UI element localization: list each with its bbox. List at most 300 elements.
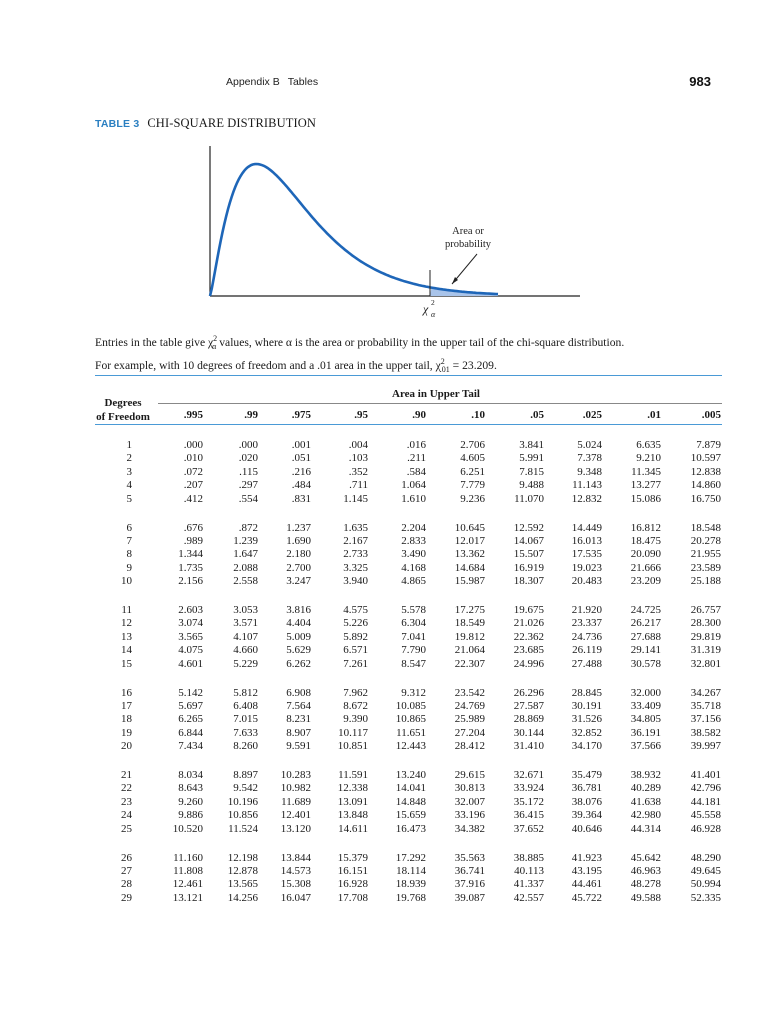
chi-square-value-cell: 21.026 [513, 617, 544, 630]
chi-square-value-cell: 4.660 [233, 644, 258, 657]
chi-square-value-cell: 15.507 [513, 548, 544, 561]
chi-square-value-cell: 32.671 [513, 769, 544, 781]
chi-square-value-cell: 8.034 [178, 769, 203, 781]
chi-square-value-cell: 3.247 [286, 575, 311, 588]
chi-square-value-cell: 4.865 [401, 575, 426, 588]
alpha-header: .05 [530, 409, 544, 421]
degrees-of-freedom-cell: 28 [121, 878, 132, 891]
chi-square-value-cell: 36.415 [513, 809, 544, 822]
chi-square-value-cell: 28.300 [690, 617, 721, 630]
table-row [0, 727, 768, 740]
critical-value-sub: α [431, 310, 436, 319]
chi-square-value-cell: 16.928 [337, 878, 368, 891]
chi-square-value-cell: .352 [348, 465, 368, 478]
chi-square-value-cell: 2.733 [343, 548, 368, 561]
degrees-of-freedom-cell: 5 [126, 492, 132, 505]
intro-line-2-a: For example, with 10 degrees of freedom and a .01 area in the upper tail, χ [95, 358, 441, 372]
chi-square-value-cell: 41.923 [571, 851, 602, 864]
table-row [0, 658, 768, 671]
chi-square-value-cell: 32.801 [690, 657, 721, 670]
chi-square-value-cell: 16.047 [280, 891, 311, 904]
chi-square-value-cell: 40.289 [630, 782, 661, 795]
chi-square-value-cell: 20.278 [690, 534, 721, 547]
chi-square-value-cell: 2.603 [178, 604, 203, 616]
chi-square-value-cell: 30.191 [571, 699, 602, 712]
chi-square-value-cell: 10.085 [395, 699, 426, 712]
chi-square-value-cell: .211 [407, 452, 426, 465]
chi-square-value-cell: 1.635 [343, 521, 368, 534]
chi-square-value-cell: .297 [238, 479, 258, 492]
chi-square-value-cell: 14.860 [690, 479, 721, 492]
chi-square-value-cell: 21.920 [571, 604, 602, 616]
chi-square-value-cell: 15.379 [337, 851, 368, 864]
chi-square-value-cell: 11.651 [396, 726, 426, 739]
table-row [0, 769, 768, 782]
degrees-of-freedom-cell: 11 [121, 604, 132, 616]
chi-square-value-cell: 34.170 [571, 740, 602, 753]
chi-square-value-cell: 11.689 [281, 795, 311, 808]
chi-square-value-cell: 4.107 [233, 630, 258, 643]
chi-square-value-cell: 42.980 [630, 809, 661, 822]
chi-square-value-cell: 12.443 [395, 740, 426, 753]
chi-square-value-cell: 6.408 [233, 699, 258, 712]
chi-square-value-cell: 8.260 [233, 740, 258, 753]
chi-square-value-cell: 5.229 [233, 657, 258, 670]
chi-square-value-cell: 9.390 [343, 713, 368, 726]
chi-square-value-cell: 42.796 [690, 782, 721, 795]
chi-square-value-cell: 10.865 [395, 713, 426, 726]
chi-square-value-cell: 1.647 [233, 548, 258, 561]
chi-square-value-cell: 44.461 [571, 878, 602, 891]
chi-square-value-cell: 4.605 [460, 452, 485, 465]
table-label: TABLE 3 [95, 118, 140, 130]
table-row [0, 631, 768, 644]
chi-square-value-cell: 10.117 [338, 726, 368, 739]
dof-header-line1: Degrees [104, 397, 142, 409]
degrees-of-freedom-cell: 29 [121, 891, 132, 904]
chi-square-value-cell: 28.845 [571, 686, 602, 699]
chi-square-value-cell: 49.645 [690, 864, 721, 877]
chi-square-value-cell: 33.924 [513, 782, 544, 795]
chi-square-value-cell: 33.409 [630, 699, 661, 712]
page-number: 983 [689, 74, 711, 89]
chi-square-value-cell: 45.722 [571, 891, 602, 904]
chi-square-value-cell: 14.611 [338, 822, 368, 835]
chi-square-value-cell: 3.325 [343, 561, 368, 574]
chi-square-value-cell: 30.578 [630, 657, 661, 670]
table-row [0, 617, 768, 630]
chi-square-value-cell: 12.838 [690, 465, 721, 478]
chi-square-value-cell: 4.168 [401, 561, 426, 574]
chi-square-value-cell: .000 [238, 439, 258, 451]
alpha-header: .10 [471, 409, 485, 421]
chi-square-value-cell: 6.908 [286, 686, 311, 699]
chi-square-value-cell: 23.542 [454, 686, 485, 699]
chi-square-value-cell: 16.013 [571, 534, 602, 547]
chi-square-value-cell: 30.144 [513, 726, 544, 739]
chi-square-value-cell: 44.314 [630, 822, 661, 835]
chi-square-value-cell: 7.261 [343, 657, 368, 670]
degrees-of-freedom-cell: 3 [126, 465, 132, 478]
chi-square-value-cell: 5.024 [577, 439, 602, 451]
table-row [0, 687, 768, 700]
chi-square-value-cell: 6.251 [460, 465, 485, 478]
degrees-of-freedom-cell: 23 [121, 795, 132, 808]
intro-sup-2: 2 [213, 334, 218, 343]
chi-square-value-cell: 35.563 [454, 851, 485, 864]
chi-square-value-cell: 35.172 [513, 795, 544, 808]
chi-square-value-cell: 45.642 [630, 851, 661, 864]
table-row [0, 575, 768, 588]
chi-square-value-cell: 36.781 [571, 782, 602, 795]
chi-square-value-cell: 13.844 [280, 851, 311, 864]
chi-square-value-cell: .016 [406, 439, 426, 451]
chi-square-value-cell: 8.643 [178, 782, 203, 795]
chi-square-value-cell: 32.852 [571, 726, 602, 739]
chi-square-value-cell: .103 [348, 452, 368, 465]
degrees-of-freedom-cell: 24 [121, 809, 132, 822]
chi-square-value-cell: 6.571 [343, 644, 368, 657]
degrees-of-freedom-cell: 26 [121, 851, 132, 864]
chi-square-value-cell: 28.412 [454, 740, 485, 753]
chi-square-value-cell: 1.145 [343, 492, 368, 505]
chi-square-value-cell: 9.236 [460, 492, 485, 505]
chi-square-value-cell: 25.989 [454, 713, 485, 726]
chi-square-value-cell: 9.488 [519, 479, 544, 492]
chi-square-value-cell: 1.064 [401, 479, 426, 492]
table-row [0, 562, 768, 575]
table-row [0, 466, 768, 479]
chi-square-figure [190, 138, 590, 333]
chi-square-value-cell: .001 [291, 439, 311, 451]
chi-square-value-cell: 24.996 [513, 657, 544, 670]
chi-square-value-cell: 6.635 [636, 439, 661, 451]
area-in-upper-tail-header: Area in Upper Tail [392, 388, 480, 400]
chi-square-value-cell: 7.378 [577, 452, 602, 465]
chi-square-value-cell: 4.075 [178, 644, 203, 657]
chi-square-value-cell: 7.015 [233, 713, 258, 726]
chi-square-value-cell: 41.337 [513, 878, 544, 891]
degrees-of-freedom-cell: 21 [121, 769, 132, 781]
chi-square-value-cell: 18.475 [630, 534, 661, 547]
chi-square-value-cell: 26.217 [630, 617, 661, 630]
chi-square-value-cell: 37.652 [513, 822, 544, 835]
degrees-of-freedom-cell: 9 [126, 561, 132, 574]
chi-square-value-cell: .872 [238, 521, 258, 534]
header-bottom-rule [95, 424, 722, 425]
chi-square-value-cell: 14.041 [395, 782, 426, 795]
chi-square-value-cell: 5.892 [343, 630, 368, 643]
table-row [0, 740, 768, 753]
chi-square-value-cell: 13.848 [337, 809, 368, 822]
chi-square-value-cell: 46.928 [690, 822, 721, 835]
chi-square-value-cell: 29.141 [630, 644, 661, 657]
chi-square-value-cell: 41.401 [690, 769, 721, 781]
degrees-of-freedom-cell: 7 [126, 534, 132, 547]
chi-square-value-cell: 9.886 [178, 809, 203, 822]
chi-square-value-cell: 13.091 [337, 795, 368, 808]
chi-square-value-cell: 10.520 [172, 822, 203, 835]
chi-square-value-cell: 38.885 [513, 851, 544, 864]
chi-square-diagram [190, 138, 590, 328]
chi-square-value-cell: 11.070 [514, 492, 544, 505]
chi-square-value-cell: 35.479 [571, 769, 602, 781]
chi-square-value-cell: 16.812 [630, 521, 661, 534]
chi-square-value-cell: 8.231 [286, 713, 311, 726]
chi-square-value-cell: 1.237 [286, 521, 311, 534]
chi-square-value-cell: .207 [183, 479, 203, 492]
chi-square-value-cell: .020 [238, 452, 258, 465]
degrees-of-freedom-cell: 16 [121, 686, 132, 699]
intro-sup-2b: 2 [440, 356, 445, 366]
chi-square-value-cell: 10.982 [280, 782, 311, 795]
chi-square-value-cell: 21.064 [454, 644, 485, 657]
dof-header-line2: of Freedom [96, 411, 150, 423]
chi-square-value-cell: 34.805 [630, 713, 661, 726]
table-row [0, 700, 768, 713]
chi-square-value-cell: .051 [291, 452, 311, 465]
chi-square-value-cell: 24.725 [630, 604, 661, 616]
chi-square-value-cell: 1.610 [401, 492, 426, 505]
chi-square-value-cell: 27.204 [454, 726, 485, 739]
chi-square-value-cell: 12.592 [513, 521, 544, 534]
chi-square-value-cell: 28.869 [513, 713, 544, 726]
chi-square-value-cell: 12.878 [227, 864, 258, 877]
chi-square-value-cell: 9.312 [401, 686, 426, 699]
upper-tail-rule [158, 403, 722, 404]
degrees-of-freedom-cell: 12 [121, 617, 132, 630]
chi-square-value-cell: 29.819 [690, 630, 721, 643]
chi-square-value-cell: 12.461 [172, 878, 203, 891]
chi-square-value-cell: 39.364 [571, 809, 602, 822]
running-head [226, 76, 318, 88]
chi-square-value-cell: 3.841 [519, 439, 544, 451]
chi-square-value-cell: 37.566 [630, 740, 661, 753]
chi-square-value-cell: 23.337 [571, 617, 602, 630]
degrees-of-freedom-cell: 13 [121, 630, 132, 643]
chi-square-value-cell: 3.565 [178, 630, 203, 643]
chi-square-value-cell: 17.292 [395, 851, 426, 864]
chi-square-value-cell: .484 [291, 479, 311, 492]
chi-square-value-cell: 5.009 [286, 630, 311, 643]
chi-square-value-cell: 7.779 [460, 479, 485, 492]
chi-square-value-cell: 5.226 [343, 617, 368, 630]
chi-square-value-cell: 34.267 [690, 686, 721, 699]
chi-square-value-cell: 27.587 [513, 699, 544, 712]
chi-square-value-cell: 15.659 [395, 809, 426, 822]
chi-square-value-cell: 12.017 [454, 534, 485, 547]
chi-square-value-cell: 1.239 [233, 534, 258, 547]
chi-square-value-cell: 2.167 [343, 534, 368, 547]
chi-square-value-cell: 13.277 [630, 479, 661, 492]
degrees-of-freedom-cell: 1 [126, 439, 132, 451]
chi-square-value-cell: 7.633 [233, 726, 258, 739]
alpha-header: .005 [701, 409, 721, 421]
table-row [0, 452, 768, 465]
chi-square-value-cell: 32.007 [454, 795, 485, 808]
chi-square-value-cell: 49.588 [630, 891, 661, 904]
chi-square-value-cell: .989 [183, 534, 203, 547]
chi-square-value-cell: 7.790 [401, 644, 426, 657]
chi-square-value-cell: 33.196 [454, 809, 485, 822]
chi-square-value-cell: 12.832 [571, 492, 602, 505]
chi-square-value-cell: 3.571 [233, 617, 258, 630]
intro-line-1-b: values, where α is the area or probability in the upper tail of the chi-square distribution. [216, 335, 625, 349]
table-row [0, 782, 768, 795]
degrees-of-freedom-cell: 25 [121, 822, 132, 835]
running-head-section: Appendix B [226, 76, 280, 88]
degrees-of-freedom-cell: 22 [121, 782, 132, 795]
chi-square-value-cell: 8.547 [401, 657, 426, 670]
chi-square-value-cell: 23.685 [513, 644, 544, 657]
chi-square-value-cell: 6.844 [178, 726, 203, 739]
running-head-title: Tables [287, 76, 319, 88]
chi-square-value-cell: .711 [349, 479, 368, 492]
chi-square-value-cell: 11.160 [173, 851, 203, 864]
table-row [0, 865, 768, 878]
chi-square-value-cell: 13.565 [227, 878, 258, 891]
chi-square-value-cell: 36.741 [454, 864, 485, 877]
degrees-of-freedom-cell: 17 [121, 699, 132, 712]
table-row [0, 479, 768, 492]
chi-square-value-cell: 9.591 [286, 740, 311, 753]
degrees-of-freedom-cell: 20 [121, 740, 132, 753]
chi-square-value-cell: 13.121 [172, 891, 203, 904]
table-row [0, 548, 768, 561]
degrees-of-freedom-cell: 4 [126, 479, 132, 492]
chi-square-value-cell: 9.210 [636, 452, 661, 465]
alpha-header: .975 [291, 409, 311, 421]
intro-line-1 [95, 332, 725, 355]
chi-square-value-cell: .000 [183, 439, 203, 451]
chi-square-value-cell: 34.382 [454, 822, 485, 835]
chi-square-value-cell: 19.768 [395, 891, 426, 904]
chi-square-value-cell: 11.591 [338, 769, 368, 781]
chi-square-value-cell: 14.256 [227, 891, 258, 904]
table-row [0, 493, 768, 506]
table-row [0, 852, 768, 865]
chi-square-value-cell: 39.087 [454, 891, 485, 904]
chi-square-value-cell: 11.143 [572, 479, 602, 492]
chi-square-value-cell: 19.023 [571, 561, 602, 574]
chi-square-value-cell: 40.113 [514, 864, 544, 877]
degrees-of-freedom-cell: 15 [121, 657, 132, 670]
chi-square-value-cell: 3.053 [233, 604, 258, 616]
critical-value-symbol: χ [423, 302, 429, 316]
degrees-of-freedom-cell: 14 [121, 644, 132, 657]
chi-square-value-cell: 18.307 [513, 575, 544, 588]
chi-square-value-cell: 37.916 [454, 878, 485, 891]
chi-square-value-cell: 5.697 [178, 699, 203, 712]
chi-square-value-cell: .554 [238, 492, 258, 505]
chi-square-value-cell: 22.307 [454, 657, 485, 670]
chi-square-value-cell: 16.919 [513, 561, 544, 574]
chi-square-value-cell: 8.897 [233, 769, 258, 781]
chi-square-value-cell: 32.000 [630, 686, 661, 699]
chi-square-value-cell: 4.404 [286, 617, 311, 630]
chi-square-value-cell: 10.645 [454, 521, 485, 534]
degrees-of-freedom-cell: 8 [126, 548, 132, 561]
chi-square-value-cell: 52.335 [690, 891, 721, 904]
chi-square-value-cell: 24.736 [571, 630, 602, 643]
degrees-of-freedom-cell: 2 [126, 452, 132, 465]
alpha-header: .995 [183, 409, 203, 421]
chi-square-value-cell: 18.549 [454, 617, 485, 630]
chi-square-value-cell: 26.757 [690, 604, 721, 616]
chi-square-value-cell: 18.548 [690, 521, 721, 534]
chi-square-value-cell: 2.833 [401, 534, 426, 547]
chi-square-value-cell: 2.706 [460, 439, 485, 451]
chi-square-value-cell: 38.076 [571, 795, 602, 808]
chi-square-value-cell: 1.690 [286, 534, 311, 547]
chi-square-value-cell: 1.735 [178, 561, 203, 574]
chi-square-value-cell: 8.907 [286, 726, 311, 739]
chi-square-value-cell: 13.240 [395, 769, 426, 781]
chi-square-value-cell: 11.808 [173, 864, 203, 877]
degrees-of-freedom-header [80, 396, 166, 424]
degrees-of-freedom-cell: 10 [121, 575, 132, 588]
chi-square-value-cell: 16.151 [337, 864, 368, 877]
degrees-of-freedom-cell: 6 [126, 521, 132, 534]
intro-line-2 [95, 355, 725, 378]
chi-square-value-cell: 2.180 [286, 548, 311, 561]
table-row [0, 809, 768, 822]
critical-value-sup: 2 [431, 298, 435, 307]
chi-square-value-cell: 17.275 [454, 604, 485, 616]
chi-square-value-cell: 39.997 [690, 740, 721, 753]
chi-square-value-cell: 14.848 [395, 795, 426, 808]
chi-square-value-cell: 27.488 [571, 657, 602, 670]
chi-square-value-cell: 11.524 [228, 822, 258, 835]
chi-square-value-cell: .412 [183, 492, 203, 505]
table-title: CHI-SQUARE DISTRIBUTION [147, 116, 316, 130]
intro-sub-alpha: α [212, 342, 217, 352]
chi-square-value-cell: 13.362 [454, 548, 485, 561]
chi-square-value-cell: 9.542 [233, 782, 258, 795]
chi-square-value-cell: 26.296 [513, 686, 544, 699]
chi-square-value-cell: 15.987 [454, 575, 485, 588]
chi-square-value-cell: 10.851 [337, 740, 368, 753]
chi-square-value-cell: 10.196 [227, 795, 258, 808]
table-top-rule [95, 375, 722, 376]
intro-line-2-b: = 23.209. [449, 358, 497, 372]
intro-text [95, 332, 725, 377]
chi-square-value-cell: 17.708 [337, 891, 368, 904]
chi-square-value-cell: .010 [183, 452, 203, 465]
table-row [0, 878, 768, 891]
chi-square-value-cell: 5.812 [233, 686, 258, 699]
chi-square-value-cell: 21.955 [690, 548, 721, 561]
chi-square-value-cell: 45.558 [690, 809, 721, 822]
chi-square-value-cell: 20.483 [571, 575, 602, 588]
chi-square-value-cell: 7.434 [178, 740, 203, 753]
table-row [0, 604, 768, 617]
chi-square-value-cell: .115 [239, 465, 258, 478]
alpha-header: .025 [582, 409, 602, 421]
chi-square-value-cell: 44.181 [690, 795, 721, 808]
chi-square-value-cell: 25.188 [690, 575, 721, 588]
chi-square-value-cell: 6.265 [178, 713, 203, 726]
chi-square-value-cell: 19.812 [454, 630, 485, 643]
chi-square-value-cell: 17.535 [571, 548, 602, 561]
chi-square-value-cell: 5.991 [519, 452, 544, 465]
chi-square-value-cell: 7.041 [401, 630, 426, 643]
chi-square-value-cell: 15.308 [280, 878, 311, 891]
chi-square-value-cell: 2.700 [286, 561, 311, 574]
chi-square-value-cell: 12.338 [337, 782, 368, 795]
chi-square-value-cell: 46.963 [630, 864, 661, 877]
chi-square-value-cell: 37.156 [690, 713, 721, 726]
